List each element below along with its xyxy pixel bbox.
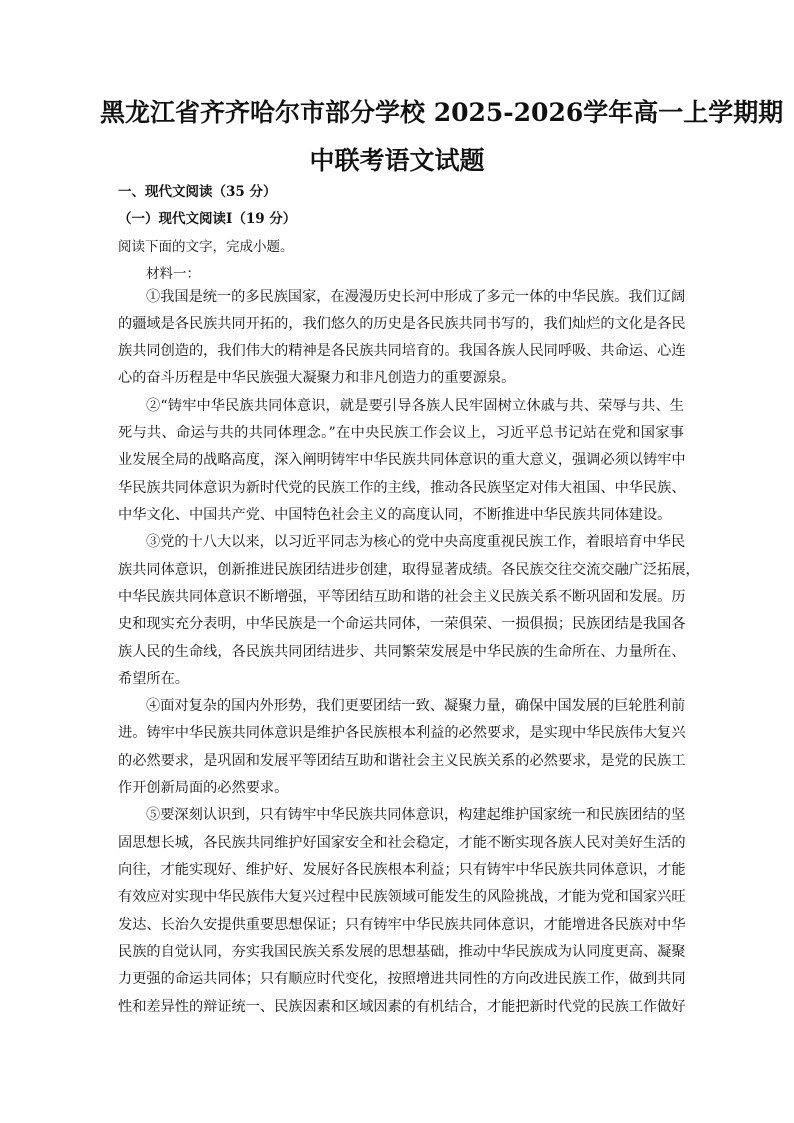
- body-line: 作开创新局面的必然要求。: [118, 780, 289, 796]
- body-line: 中华文化、中国共产党、中国特色社会主义的高度认同，不断推进中华民族共同体建设。: [118, 507, 672, 523]
- body-line: 族人民的生命线，各民族共同团结进步、共同繁荣发展是中华民族的生命所在、力量所在、: [118, 644, 686, 660]
- body-line: 中华民族共同体意识不断增强，平等团结互助和谐的社会主义民族关系不断巩固和发展。历: [118, 589, 686, 605]
- body-line: ③党的十八大以来，以习近平同志为核心的党中央高度重视民族工作，着眼培育中华民: [146, 534, 686, 550]
- material-label: 材料一：: [146, 266, 200, 282]
- body-line: 希望所在。: [118, 671, 189, 687]
- body-line: 有效应对实现中华民族伟大复兴过程中民族领域可能发生的风险挑战，才能为党和国家兴旺: [118, 889, 686, 905]
- body-line: 力更强的命运共同体；只有顺应时代变化，按照增进共同性的方向改进民族工作，做到共同: [118, 971, 686, 987]
- body-line: 向往，才能实现好、维护好、发展好各民族根本利益；只有铸牢中华民族共同体意识，才能: [118, 862, 686, 878]
- document-title-line-1: 黑龙江省齐齐哈尔市部分学校 2025-2026学年高一上学期期: [100, 98, 784, 127]
- body-line: ①我国是统一的多民族国家，在漫漫历史长河中形成了多元一体的中华民族。我们辽阔: [146, 289, 686, 305]
- body-line: 史和现实充分表明，中华民族是一个命运共同体，一荣俱荣、一损俱损；民族团结是我国各: [118, 616, 686, 632]
- body-line: 发达、长治久安提供重要思想保证；只有铸牢中华民族共同体意识，才能增进各民族对中华: [118, 917, 686, 933]
- body-line: ④面对复杂的国内外形势，我们更要团结一致、凝聚力量，确保中国发展的巨轮胜利前: [146, 698, 686, 714]
- body-line: 民族的自觉认同，夯实我国民族关系发展的思想基础，推动中华民族成为认同度更高、凝聚: [118, 944, 686, 960]
- body-line: 的疆域是各民族共同开拓的，我们悠久的历史是各民族共同书写的，我们灿烂的文化是各民: [118, 316, 686, 332]
- document-title-line-2: 中联考语文试题: [309, 146, 485, 175]
- body-line: 的必然要求，是巩固和发展平等团结互助和谐社会主义民族关系的必然要求，是党的民族工: [118, 753, 686, 769]
- body-line: 族共同创造的，我们伟大的精神是各民族共同培育的。我国各族人民同呼吸、共命运、心连: [118, 343, 686, 359]
- body-line: 心的奋斗历程是中华民族强大凝聚力和非凡创造力的重要源泉。: [118, 370, 516, 386]
- body-line: 华民族共同体意识为新时代党的民族工作的主线，推动各民族坚定对伟大祖国、中华民族、: [118, 480, 686, 496]
- body-line: 业发展全局的战略高度，深入阐明铸牢中华民族共同体意识的重大意义，强调必须以铸牢中: [118, 452, 686, 468]
- body-line: 性和差异性的辩证统一、民族因素和区域因素的有机结合，才能把新时代党的民族工作做好: [118, 999, 686, 1015]
- body-line: ②“铸牢中华民族共同体意识，就是要引导各族人民牢固树立休戚与共、荣辱与共、生: [146, 398, 684, 414]
- body-line: 死与共、命运与共的共同体理念。”在中央民族工作会议上，习近平总书记站在党和国家事: [118, 425, 684, 441]
- instruction-text: 阅读下面的文字，完成小题。: [118, 239, 294, 255]
- body-line: 固思想长城，各民族共同维护好国家安全和社会稳定，才能不断实现各族人民对美好生活的: [118, 835, 686, 851]
- body-line: 进。铸牢中华民族共同体意识是维护各民族根本利益的必然要求，是实现中华民族伟大复兴: [118, 725, 686, 741]
- body-line: 族共同体意识，创新推进民族团结进步创建，取得显著成绩。各民族交往交流交融广泛拓展，: [118, 562, 700, 578]
- body-line: ⑤要深刻认识到，只有铸牢中华民族共同体意识，构建起维护国家统一和民族团结的坚: [146, 807, 686, 823]
- section-heading: 一、现代文阅读（35 分）: [118, 184, 277, 200]
- subsection-heading: （一）现代文阅读Ⅰ（19 分）: [118, 211, 297, 227]
